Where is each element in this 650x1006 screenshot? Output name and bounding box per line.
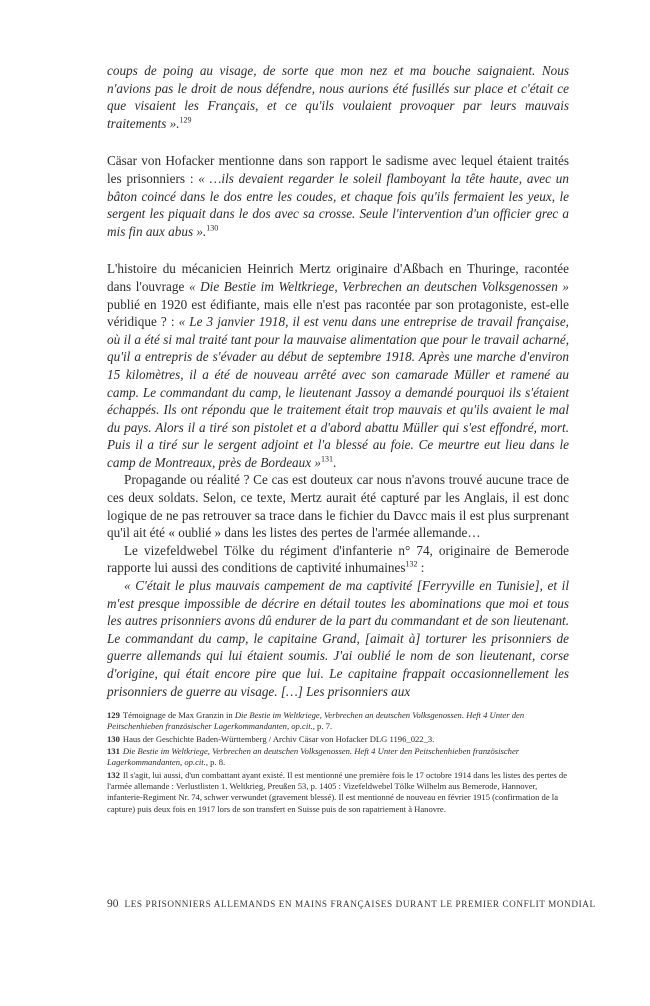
book-title: « Die Bestie im Weltkriege, Verbrechen an deutschen Volksgenossen » <box>188 278 570 294</box>
paragraph-propagande <box>107 471 569 541</box>
footnote-ref-131[interactable]: 131 <box>321 454 333 464</box>
footnote-132 <box>107 770 569 815</box>
italic-quote: « Le 3 janvier 1918, il est venu dans une entreprise de travail française, où il a été si mal traité tant pour la mauvaise alimentation que pour le travail acharné, qu'il a entrepris de s'évader au début de septembre 1918. Après une marche d'environ 15 kilomètres, il a été de nouveau arrêté avec son camarade Müller et ramené au camp. Le commandant du camp, le lieutenant Jassoy a demandé pourquoi ils s'étaient échappés. Ils ont répondu que le traitement était trop mauvais et qu'ils avaient le mal du pays. Alors il a tiré son pistolet et a d'abord abattu Müller qui s'est effondré, mort. Puis il a tiré sur le sergent adjoint et l'a blessé au foie. Ce meurtre eut lieu dans le camp de Montreaux, près de Bordeaux » <box>107 314 569 470</box>
body-text: . <box>333 454 337 470</box>
body-text: : <box>417 560 425 576</box>
footnote-129 <box>107 710 569 733</box>
paragraph-tolke-intro <box>107 542 569 577</box>
body-text: L'histoire du mécanicien Heinrich Mertz originaire d'Aßbach en Thuringe, racontée dans l'ouvrage <box>107 261 569 294</box>
page-body <box>107 62 569 816</box>
footnote-number: 130 <box>107 733 120 744</box>
footnote-text: Il s'agit, lui aussi, d'un combattant ayant existé. Il est mentionné une première fois le 17 octobre 1914 dans les listes des pertes de l'armée allemande : Verlustlisten 1. Weltkrieg, Preußen 53, p. 1405 : Vizefeldwebel Tölke Wilhelm aus Bemerode, Hannover, infanterie-Regiment Nr. 74, schwer verwundet (gravement blessé). Il est mentionné de nouveau en février 1915 (confirmation de la capture) puis deux fois en 1917 lors de son transfert en Suisse puis de son rapatriement à Hanovre. <box>107 769 568 814</box>
running-footer <box>107 898 596 910</box>
paragraph-granzin-quote-end <box>107 62 569 132</box>
footnote-text: , p. 8. <box>205 757 226 768</box>
italic-quote: « C'était le plus mauvais campement de ma captivité [Ferryville en Tunisie], et il m'est presque impossible de décrire en détail toutes les abominations que moi et tous les autres prisonniers avons dû endurer de la part du commandant et de son lieutenant. Le commandant du camp, le capitaine Grand, [aimait à] torturer les prisonniers de guerre allemands qui lui étaient soumis. J'ai oublié le nom de son lieutenant, corse d'origine, qui était encore pire que lui. Le capitaine frappait occasionnellement les prisonniers de guerre au visage. […] Les prisonniers aux <box>107 578 569 699</box>
footnote-number: 131 <box>107 746 120 757</box>
italic-quote: « …ils devaient regarder le soleil flamboyant la tête haute, avec un bâton coincé dans le dos entre les coudes, et chaque fois qu'ils fermaient les yeux, le sergent les piquait dans le dos avec sa crosse. Seule l'intervention d'un officier grec a mis fin aux abus ». <box>107 170 569 239</box>
footnote-italic: Die Bestie im Weltkriege, Verbrechen an deutschen Volksgenossen. Heft 4 Unter den Peitschenhieben französischer Lagerkommandanten, op.cit. <box>107 710 525 732</box>
footnote-number: 129 <box>107 710 120 721</box>
footnote-number: 132 <box>107 769 120 780</box>
paragraph-mertz <box>107 260 569 471</box>
paragraph-tolke-quote <box>107 577 569 700</box>
footnote-ref-130[interactable]: 130 <box>206 223 219 233</box>
body-text: Propagande ou réalité ? Ce cas est douteux car nous n'avons trouvé aucune trace de ces deux soldats. Selon, ce texte, Mertz aurait été capturé par les Anglais, il est donc logique de ne pas retrouver sa trace dans le fichier du Davcc mais il est plus surprenant qu'il ait été « oublié » dans les listes des pertes de l'armée allemande… <box>107 472 569 541</box>
footnote-131 <box>107 746 569 769</box>
page-number: 90 <box>107 898 119 910</box>
footnote-ref-129[interactable]: 129 <box>179 115 192 125</box>
footnote-text: , p. 7. <box>312 721 333 732</box>
paragraph-hofacker <box>107 152 569 240</box>
body-text: Cäsar von Hofacker mentionne dans son rapport le sadisme avec lequel étaient traités les prisonniers : <box>107 153 569 186</box>
footnote-text: Témoignage de Max Granzin in <box>122 710 235 721</box>
footnote-130 <box>107 734 569 745</box>
italic-quote: coups de poing au visage, de sorte que mon nez et ma bouche saignaient. Nous n'avions pas le droit de nous défendre, nous aurions été fusillés sur place et c'était ce que visaient les Français, et ce qu'ils voulaient provoquer par leurs mauvais traitements ». <box>107 63 569 131</box>
footnote-italic: Die Bestie im Weltkriege, Verbrechen an deutschen Volksgenossen. Heft 4 Unter den Peitschenhieben französischer Lagerkommandanten, op.cit. <box>107 746 520 768</box>
body-text: Le vizefeldwebel Tölke du régiment d'infanterie n° 74, originaire de Bemerode rapporte lui aussi des conditions de captivité inhumaines <box>107 542 569 576</box>
running-title: LES PRISONNIERS ALLEMANDS EN MAINS FRANÇAISES DURANT LE PREMIER CONFLIT MONDIAL <box>124 899 596 909</box>
footnote-ref-132[interactable]: 132 <box>405 560 418 570</box>
body-text: publié en 1920 est édifiante, mais elle n'est pas racontée par son protagoniste, est-elle véridique ? : <box>107 296 569 330</box>
footnotes <box>107 710 569 815</box>
footnote-text: Haus der Geschichte Baden-Württemberg / Archiv Cäsar von Hofacker DLG 1196_022_3. <box>122 733 435 744</box>
